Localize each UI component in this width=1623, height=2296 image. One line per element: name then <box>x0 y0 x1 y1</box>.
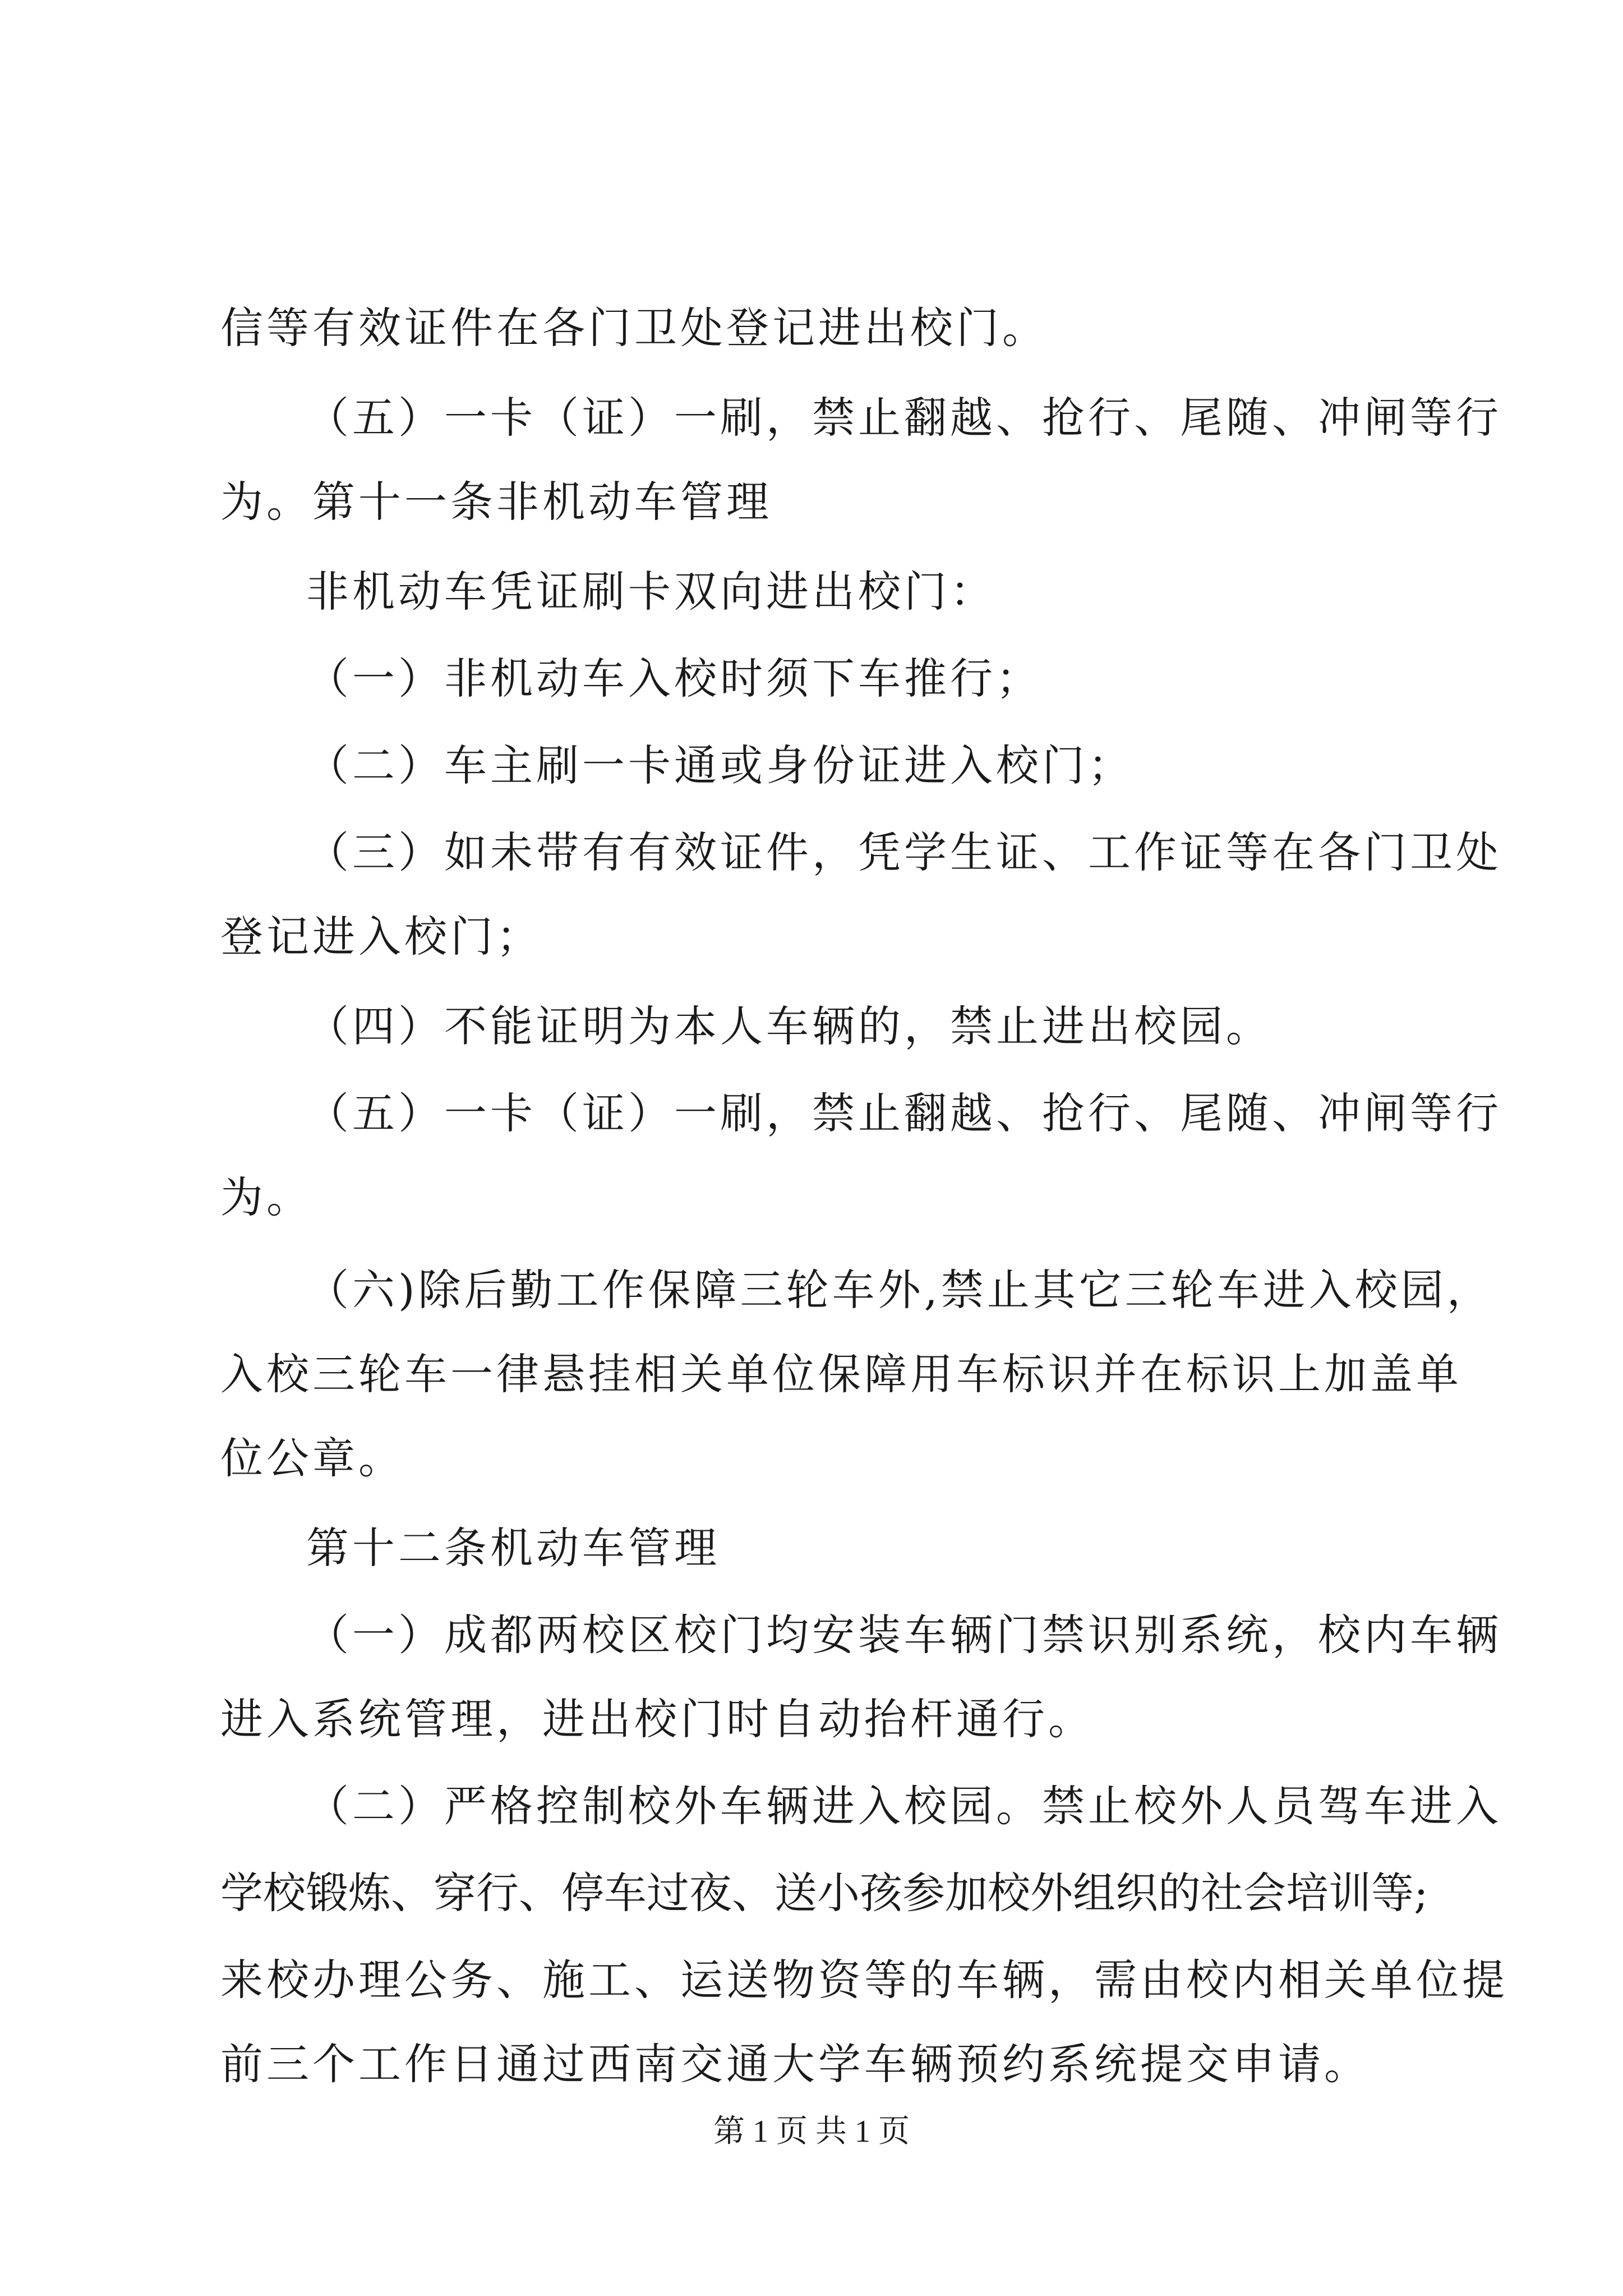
text-line: 信等有效证件在各门卫处登记进出校门。 <box>220 303 1048 353</box>
text-line: 前三个工作日通过西南交通大学车辆预约系统提交申请。 <box>220 2039 1370 2089</box>
text-line: （二）严格控制校外车辆进入校园。禁止校外人员驾车进入 <box>306 1781 1502 1831</box>
text-line: （六)除后勤工作保障三轮车外,禁止其它三轮车进入校园， <box>306 1265 1493 1315</box>
text-line: （二）车主刷一卡通或身份证进入校门； <box>306 740 1134 790</box>
text-line: 学校锻炼、穿行、停车过夜、送小孩参加校外组织的社会培训等; <box>220 1868 1428 1918</box>
text-line: 入校三轮车一律悬挂相关单位保障用车标识并在标识上加盖单 <box>220 1349 1462 1399</box>
text-line: 非机动车凭证刷卡双向进出校门： <box>306 567 996 616</box>
page-number-footer: 第 1 页 共 1 页 <box>713 2114 910 2149</box>
text-line: （五）一卡（证）一刷，禁止翻越、抢行、尾随、冲闸等行 <box>306 393 1502 443</box>
text-line: 位公章。 <box>220 1433 404 1483</box>
text-line: 来校办理公务、施工、运送物资等的车辆，需由校内相关单位提 <box>220 1955 1508 2005</box>
text-line: （一）非机动车入校时须下车推行； <box>306 654 1042 703</box>
section-heading: 第十二条机动车管理 <box>306 1523 720 1573</box>
text-line: 登记进入校门； <box>220 912 542 961</box>
text-line: （五）一卡（证）一刷，禁止翻越、抢行、尾随、冲闸等行 <box>306 1088 1502 1138</box>
text-line: 为。 <box>220 1172 312 1222</box>
text-line: （三）如未带有有效证件，凭学生证、工作证等在各门卫处 <box>306 827 1502 877</box>
text-line: 进入系统管理，进出校门时自动抬杆通行。 <box>220 1694 1094 1744</box>
text-line: （一）成都两校区校门均安装车辆门禁识别系统，校内车辆 <box>306 1610 1502 1660</box>
text-line: （四）不能证明为本人车辆的，禁止进出校园。 <box>306 1001 1272 1051</box>
text-line: 为。第十一条非机动车管理 <box>220 477 772 527</box>
